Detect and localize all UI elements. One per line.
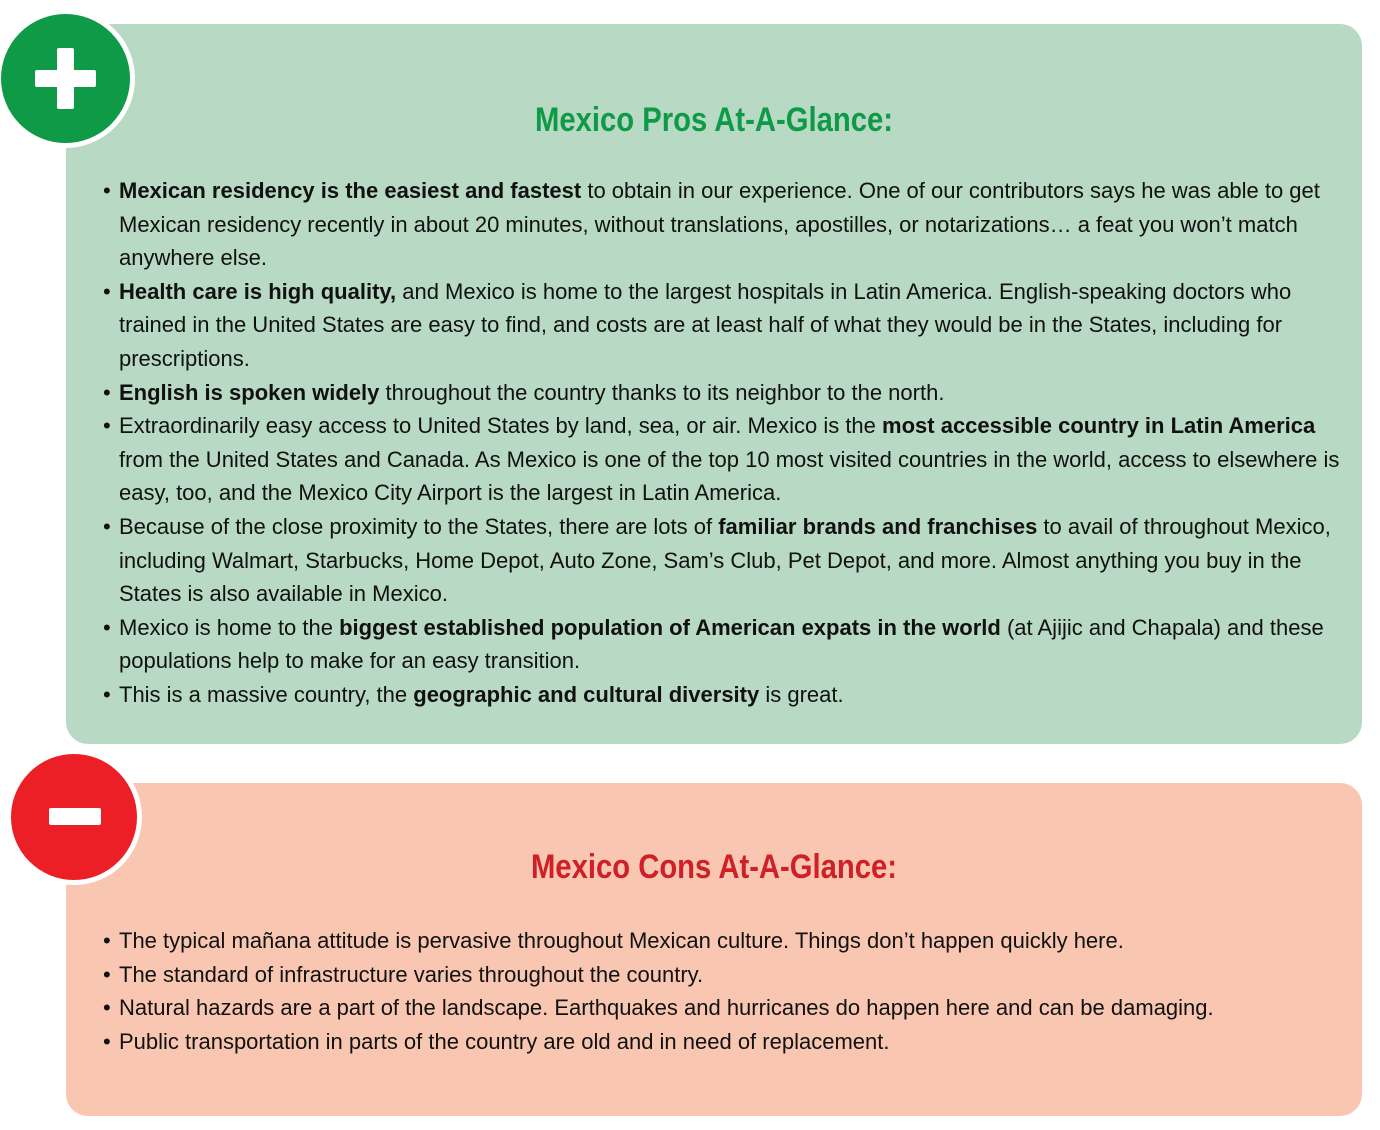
pros-title: Mexico Pros At-A-Glance:	[534, 101, 894, 139]
text: Natural hazards are a part of the landscape. Earthquakes and hurricanes do happen here and can be damaging.	[119, 995, 1214, 1021]
text: and Mexico is home to the largest hospitals in Latin America. English-speaking doctors who trained in the United States are easy to find, and costs are at least half of what they would be in the States, including for prescriptions.	[119, 278, 1292, 371]
bold-text: familiar brands and franchises	[718, 513, 1038, 539]
list-item	[104, 611, 1346, 678]
text: Because of the close proximity to the States, there are lots of	[119, 513, 719, 539]
list-item	[104, 924, 1346, 958]
pros-list	[104, 174, 1346, 712]
list-item	[104, 376, 1346, 410]
list-item	[104, 958, 1346, 992]
list-item	[104, 510, 1346, 611]
text: to avail of throughout Mexico, including Walmart, Starbucks, Home Depot, Auto Zone, Sam’s Club, Pet Depot, and more. Almost anything you buy in the States is also available in Mexico.	[119, 513, 1331, 607]
text: Public transportation in parts of the country are old and in need of replacement.	[119, 1028, 890, 1054]
text: to obtain in our experience. One of our contributors says he was able to get Mexican residency recently in about 20 minutes, without translations, apostilles, or notarizations… a feat you won’t match anywhere else.	[119, 178, 1320, 271]
bold-text: Mexican residency is the easiest and fastest	[119, 178, 582, 203]
list-item	[104, 275, 1346, 376]
text: This is a massive country, the	[119, 681, 414, 707]
bold-text: English is spoken widely	[119, 379, 380, 405]
text: The typical mañana attitude is pervasive throughout Mexican culture. Things don’t happen quickly here.	[119, 928, 1124, 953]
list-item	[104, 409, 1346, 510]
cons-panel	[66, 783, 1362, 1116]
list-item	[104, 174, 1346, 275]
bold-text: geographic and cultural diversity	[413, 681, 760, 707]
cons-title: Mexico Cons At-A-Glance:	[530, 848, 898, 886]
text: throughout the country thanks to its neighbor to the north.	[379, 379, 945, 405]
cons-list	[104, 924, 1346, 1058]
text: Extraordinarily easy access to United States by land, sea, or air. Mexico is the	[119, 413, 883, 439]
list-item	[104, 991, 1346, 1025]
plus-icon	[0, 9, 135, 148]
list-item	[104, 1025, 1346, 1059]
bold-text: Health care is high quality,	[119, 278, 397, 304]
text: (at Ajijic and Chapala) and these populations help to make for an easy transition.	[119, 614, 1324, 674]
text: The standard of infrastructure varies throughout the country.	[119, 961, 704, 987]
pros-panel	[66, 24, 1362, 744]
minus-icon	[6, 749, 142, 885]
text: is great.	[759, 681, 844, 707]
bold-text: biggest established population of American expats in the world	[339, 614, 1001, 640]
bold-text: most accessible country in Latin America	[882, 413, 1316, 439]
text: Mexico is home to the	[119, 614, 340, 640]
list-item	[104, 678, 1346, 712]
text: from the United States and Canada. As Mexico is one of the top 10 most visited countries in the world, access to elsewhere is easy, too, and the Mexico City Airport is the largest in Latin America.	[119, 446, 1340, 506]
